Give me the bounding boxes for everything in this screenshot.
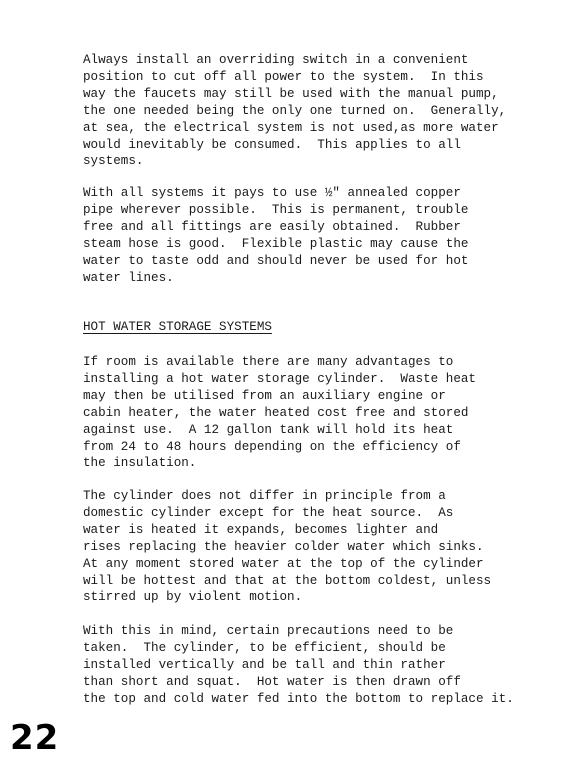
paragraph-precautions: With this in mind, certain precautions need to be taken. The cylinder, to be efficient, should be installed vertically and be tall and thin rather than short and squat. Hot water is then drawn off the top and cold water fed into the bottom to replace it. [83, 624, 514, 706]
paragraph-override-switch: Always install an overriding switch in a convenient position to cut off all power to the system. In this way the faucets may still be used with the manual pump, the one needed being the only one turned on. Generally, at sea, the electrical system is not used,as more water would inevitably be consumed. This applies to all systems. [83, 53, 507, 169]
paragraph-copper-pipe: With all systems it pays to use ½" annealed copper pipe wherever possible. This is permanent, trouble free and all fittings are easily obtained. Rubber steam hose is good. Flexible plastic may cause the water to taste odd and should never be used for hot water lines. [83, 186, 469, 285]
paragraph-storage-cylinder: If room is available there are many advantages to installing a hot water storage cylinder. Waste heat may then be utilised from an auxiliary engine or cabin heater, the water heated cost free and stored against use. A 12 gallon tank will hold its heat from 24 to 48 hours depending on the efficiency of the insulation. [83, 355, 476, 471]
page-number: 22 [10, 718, 60, 758]
section-heading: HOT WATER STORAGE SYSTEMS [83, 320, 272, 334]
paragraph-cylinder-principle: The cylinder does not differ in principle from a domestic cylinder except for the heat source. As water is heated it expands, becomes lighter and rises replacing the heavier colder water which sinks. At any moment stored water at the top of the cylinder will be hottest and that at the bottom coldest, unless stirred up by violent motion. [83, 489, 492, 605]
